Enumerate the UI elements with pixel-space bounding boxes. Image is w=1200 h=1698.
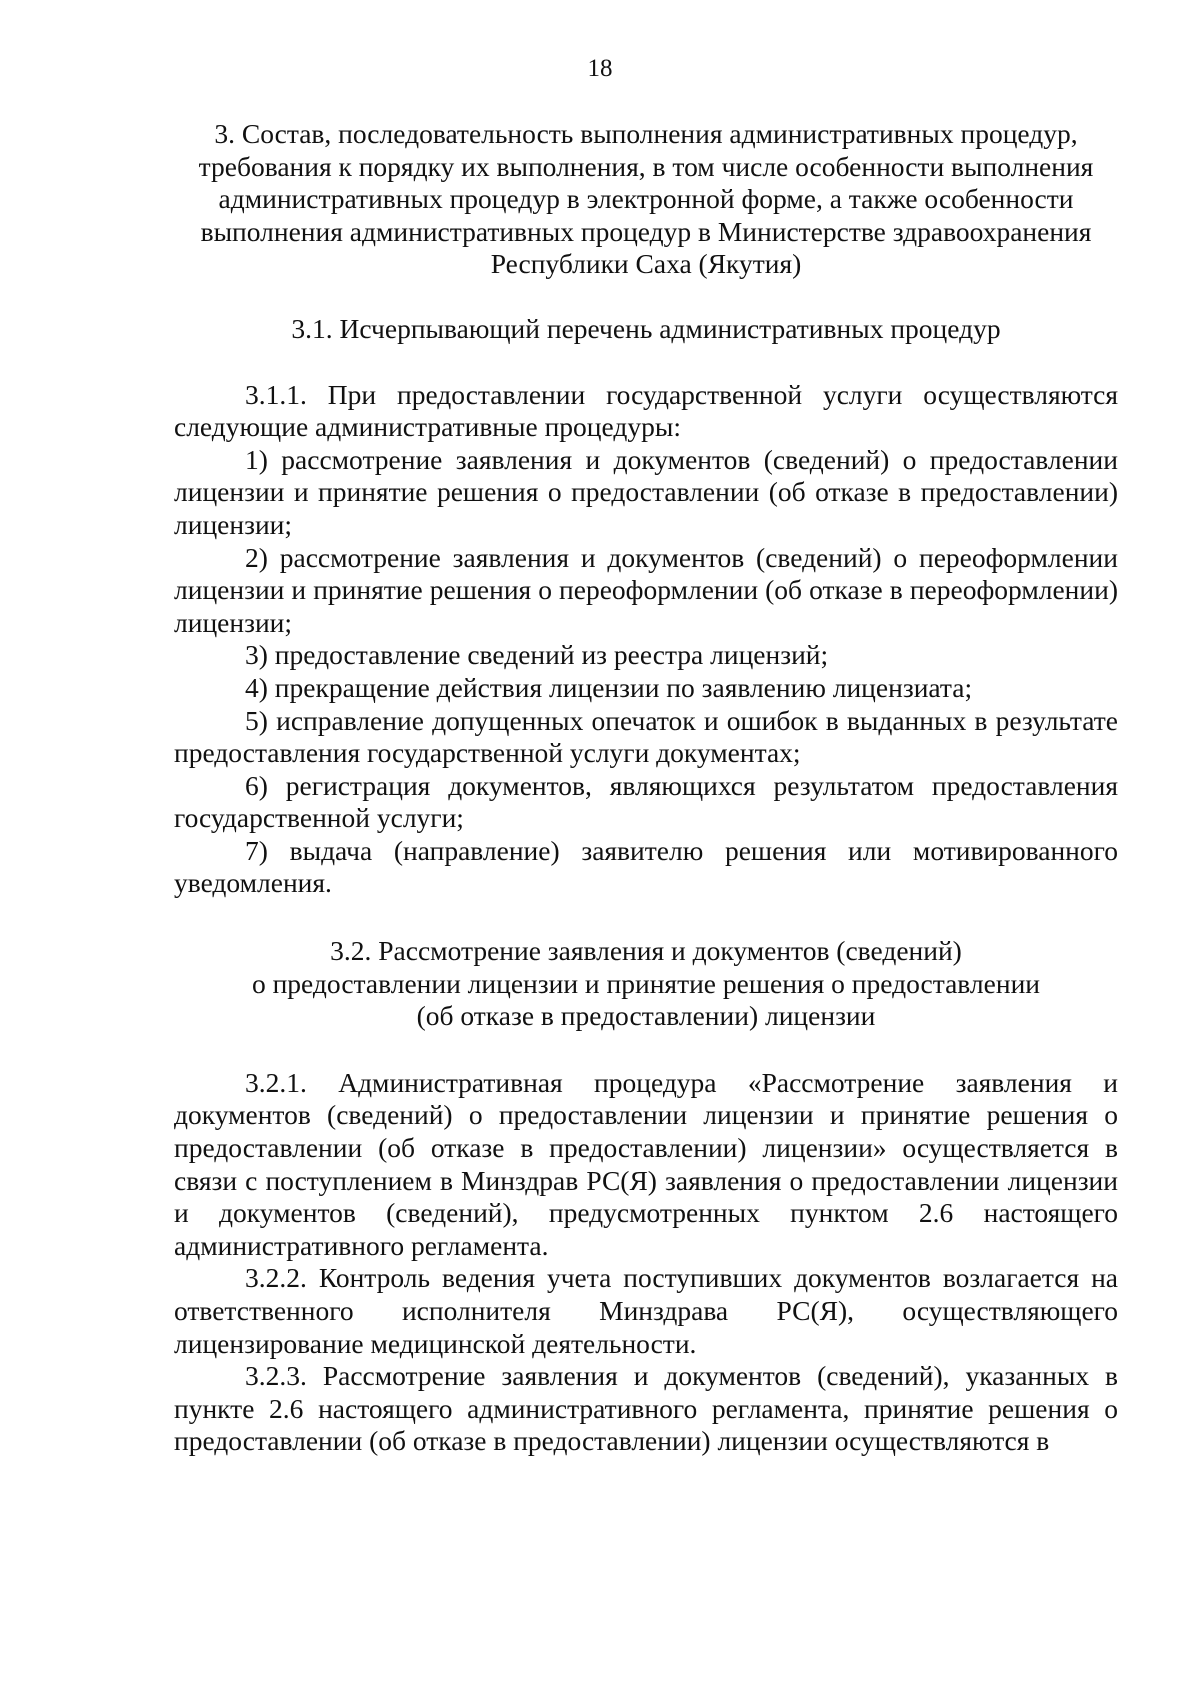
section-3-2-heading [174, 935, 1118, 1033]
section-3-2-heading-line-1: 3.2. Рассмотрение заявления и документов (сведений) [330, 935, 962, 967]
section-3-2-heading-line-2: о предоставлении лицензии и принятие решения о предоставлении [251, 967, 1041, 999]
list-item: 6) регистрация документов, являющихся результатом предоставления государственной услуги; [174, 769, 1118, 834]
list-item: 3) предоставление сведений из реестра лицензий; [245, 639, 829, 671]
paragraph-3-2-2: 3.2.2. Контроль ведения учета поступивших документов возлагается на ответственного исполнителя Минздрава РС(Я), осуществляющего лицензирование медицинской деятельности. [174, 1262, 1118, 1359]
list-item: 4) прекращение действия лицензии по заявлению лицензиата; [245, 671, 973, 703]
section-3-1-heading: 3.1. Исчерпывающий перечень административных процедур [291, 312, 1001, 344]
procedures-list [174, 444, 1118, 900]
document-body [174, 118, 1118, 1458]
list-item: 7) выдача (направление) заявителю решения или мотивированного уведомления. [174, 834, 1118, 899]
section-3-2-heading-line-3: (об отказе в предоставлении) лицензии [416, 1000, 876, 1032]
list-item: 1) рассмотрение заявления и документов (сведений) о предоставлении лицензии и принятие решения о предоставлении (об отказе в предоставлении) лицензии; [174, 443, 1118, 540]
list-item: 2) рассмотрение заявления и документов (сведений) о переоформлении лицензии и принятие решения о переоформлении (об отказе в переоформлении) лицензии; [174, 541, 1118, 638]
paragraph-3-1-1: 3.1.1. При предоставлении государственной услуги осуществляются следующие административные процедуры: [174, 378, 1118, 443]
paragraph-3-2-1: 3.2.1. Административная процедура «Рассмотрение заявления и документов (сведений) о предоставлении лицензии и принятие решения о предоставлении (об отказе в предоставлении) лицензии» осуществляется в связи с поступлением в Минздрав РС(Я) заявления о предоставлении лицензии и документов (сведений), предусмотренных пунктом 2.6 настоящего административного регламента. [174, 1066, 1118, 1261]
section-3-heading: 3. Состав, последовательность выполнения административных процедур, требования к порядку их выполнения, в том числе особенности выполнения административных процедур в электронной форме, а также особенности выполнения административных процедур в Министерстве здравоохранения Республики Саха (Якутия) [198, 118, 1094, 280]
page-number: 18 [587, 55, 613, 82]
paragraph-3-2-3: 3.2.3. Рассмотрение заявления и документов (сведений), указанных в пункте 2.6 настоящего административного регламента, принятие решения о предоставлении (об отказе в предоставлении) лицензии осуществляются в [174, 1360, 1118, 1457]
list-item: 5) исправление допущенных опечаток и ошибок в выданных в результате предоставления государственной услуги документах; [174, 704, 1118, 769]
